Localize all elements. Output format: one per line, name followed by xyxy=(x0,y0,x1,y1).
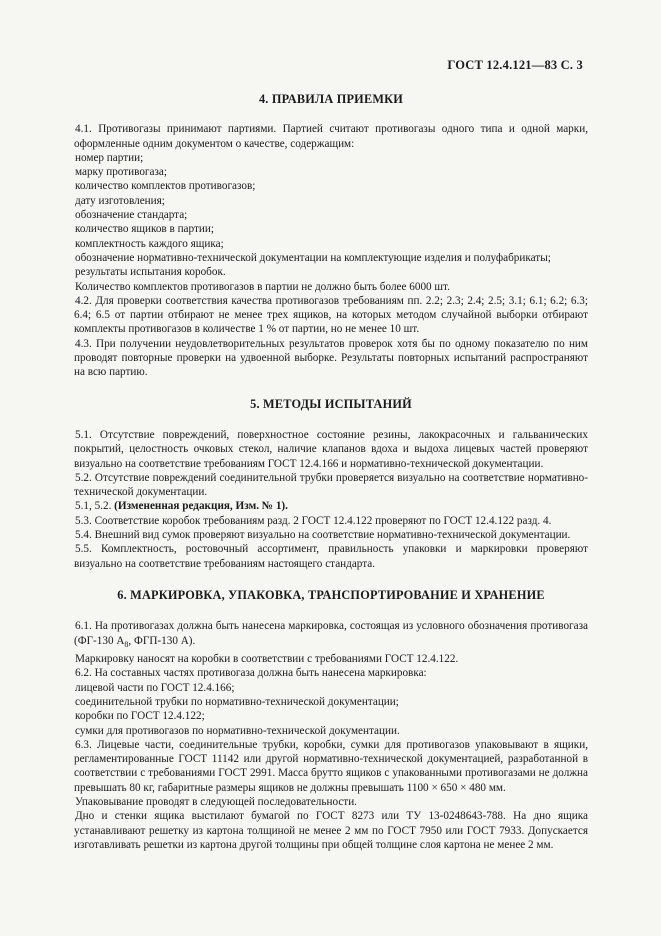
list-item: коробки по ГОСТ 12.4.122; xyxy=(75,710,205,723)
para-4-1: 4.1. Противогазы принимают партиями. Партией считают противогазы одного типа и одной марки, оформленные одним документом о качестве, содержащим: xyxy=(74,123,588,150)
list-item: количество комплектов противогазов; xyxy=(75,180,256,193)
list-item: комплектность каждого ящика; xyxy=(75,237,224,250)
para-5-3: 5.3. Соответствие коробок требованиям разд. 2 ГОСТ 12.4.122 проверяют по ГОСТ 12.4.122 разд. 4. xyxy=(75,514,552,527)
para-5-1: 5.1. Отсутствие повреждений, поверхностное состояние резины, лакокрасочных и гальванических покрытий, целостность очковых стекол, наличие клапанов вдоха и выдоха лицевых частей проверяют визуально на соответствие требованиям ГОСТ 12.4.166 и нормативно-технической документации. xyxy=(74,428,588,470)
document-body xyxy=(74,92,588,852)
para-6-3b: Упаковывание проводят в следующей последовательности. xyxy=(75,796,357,808)
para-5-4: 5.4. Внешний вид сумок проверяют визуально на соответствие нормативно-технической документации. xyxy=(75,529,571,542)
section-4-list xyxy=(74,151,588,280)
list-item: дату изготовления; xyxy=(75,194,165,207)
para-4-3: 4.3. При получении неудовлетворительных результатов проверок хотя бы по одному показателю по ним проводят повторные проверки на удвоенной выборке. Результаты повторных испытаний распространяют на всю партию. xyxy=(74,337,588,379)
list-item: соединительной трубки по нормативно-технической документации; xyxy=(75,695,399,708)
para-6-2: 6.2. На составных частях противогаза должна быть нанесена маркировка: xyxy=(75,667,427,680)
subscript: 8 xyxy=(124,639,129,649)
list-item: сумки для противогазов по нормативно-технической документации. xyxy=(75,724,400,737)
list-item: номер партии; xyxy=(75,151,144,164)
para-5-5: 5.5. Комплектность, ростовочный ассортимент, правильность упаковки и маркировки проверяют визуально на соответствие требованиям настоящего стандарта. xyxy=(74,543,588,570)
para-6-1b: Маркировку наносят на коробки в соответствии с требованиями ГОСТ 12.4.122. xyxy=(75,653,459,666)
list-item: марку противогаза; xyxy=(75,166,167,179)
para-4-count: Количество комплектов противогазов в партии не должно быть более 6000 шт. xyxy=(75,280,450,293)
para-4-2: 4.2. Для проверки соответствия качества противогазов требованиям пп. 2.2; 2.3; 2.4; 2.5; 3.1; 6.1; 6.2; 6.3; 6.4; 6.5 от партии отбирают не менее трех ящиков, на которых методом случайной выборки отбирают комплекты противогазов в количестве 1 % от партии, но не менее 10 шт. xyxy=(74,294,588,336)
list-item: лицевой части по ГОСТ 12.4.166; xyxy=(75,681,235,694)
para-6-3: 6.3. Лицевые части, соединительные трубки, коробки, сумки для противогазов упаковывают в ящики, регламентированные ГОСТ 11142 или другой нормативно-технической документацией, разработанной в соответствии с требованиями ГОСТ 2991. Масса брутто ящиков с упакованными противогазами не должна превышать 80 кг, габаритные размеры ящиков не должны превышать 1100 × 650 × 480 мм. xyxy=(74,738,588,794)
section-6-title: 6. МАРКИРОВКА, УПАКОВКА, ТРАНСПОРТИРОВАНИЕ И ХРАНЕНИЕ xyxy=(117,587,545,602)
para-5-edit xyxy=(74,499,588,513)
section-5-title: 5. МЕТОДЫ ИСПЫТАНИЙ xyxy=(250,396,412,411)
para-5-2: 5.2. Отсутствие повреждений соединительной трубки проверяется визуально на соответствие нормативно-технической документации. xyxy=(74,471,588,499)
list-item: обозначение нормативно-технической документации на комплектующие изделия и полуфабрикаты; xyxy=(75,251,551,264)
edit-note: (Измененная редакция, Изм. № 1). xyxy=(114,500,288,513)
page-header: ГОСТ 12.4.121—83 С. 3 xyxy=(447,58,583,72)
para-6-1: 6.1. На противогазах должна быть нанесена маркировка, состоящая из условного обозначения противогаза (ФГ-130 $А_8$, ФГП-130 А). xyxy=(74,620,588,649)
section-6-list xyxy=(74,681,588,738)
list-item: обозначение стандарта; xyxy=(75,209,188,222)
edit-ref: 5.1, 5.2. xyxy=(75,500,112,513)
section-4-title: 4. ПРАВИЛА ПРИЕМКИ xyxy=(258,92,404,106)
para-6-4: Дно и стенки ящика выстилают бумагой по ГОСТ 8273 или ТУ 13-0248643-788. На дно ящика устанавливают решетку из картона толщиной не менее 2 мм по ГОСТ 7950 или ГОСТ 7933. Допускается изготавливать решетки из картона другой толщины при общей толщине слоя картона не менее 2 мм. xyxy=(74,810,588,851)
list-item: количество ящиков в партии; xyxy=(75,223,214,236)
list-item: результаты испытания коробок. xyxy=(75,266,226,279)
